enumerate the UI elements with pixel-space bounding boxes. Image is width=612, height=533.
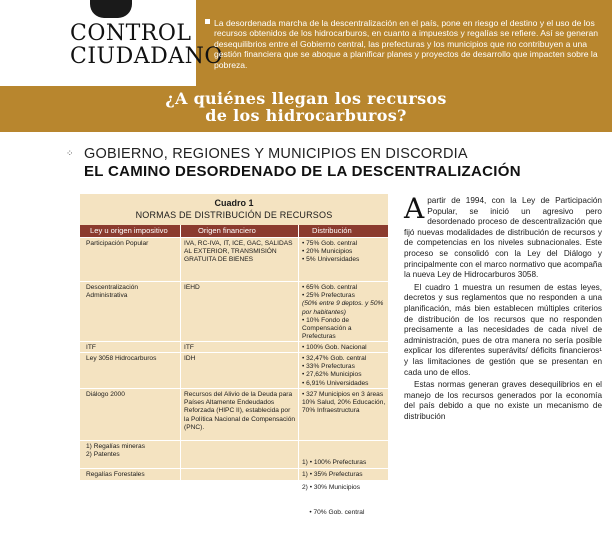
table-row xyxy=(80,388,388,440)
table-header-ley: Ley u origen impositivo xyxy=(90,226,168,235)
cell-distribucion xyxy=(302,391,386,416)
cell-ley: Diálogo 2000 xyxy=(86,391,125,398)
dist-line: • 100% Gob. Nacional xyxy=(302,344,367,351)
dist-line: • 70% Gob. central xyxy=(302,508,365,516)
dist-line: • 6,91% Universidades xyxy=(302,379,369,387)
cell-ley: Participación Popular xyxy=(86,240,149,247)
cell-origen: IDH xyxy=(184,355,196,362)
cell-ley: 1) Regalías mineras 2) Patentes xyxy=(86,443,146,459)
table-title: Cuadro 1 xyxy=(214,198,254,208)
intro-text: La desordenada marcha de la descentralización en el país, pone en riesgo el destino y el uso de los recursos obtenidos de los hidrocarburos, en cuanto a impuestos y regalías se refiere. Así se generan desequilibrios entre el Gobierno central, las prefecturas y los municipios que no contribuyen a una gestión financiera que se aboque a planificar planes y proyectos de desarrollo que impacten sobre la pobreza. xyxy=(214,18,599,70)
table-row xyxy=(80,281,388,341)
dot-bullet-icon: ⁘ xyxy=(66,149,74,159)
dist-line: 1) • 35% Prefecturas xyxy=(302,471,363,478)
article-paragraph-3: Estas normas generan graves desequilibrios en el manejo de los recursos generados por la economía del país debido a que no existe un mecanismo de distribución xyxy=(404,380,602,421)
cell-distribucion xyxy=(302,471,386,479)
headline xyxy=(0,90,612,124)
dist-line: • 27,62% Municipios xyxy=(302,371,362,379)
section-title: EL CAMINO DESORDENADO DE LA DESCENTRALIZACIÓN xyxy=(84,163,521,180)
dist-line: • 33% Prefecturas xyxy=(302,363,355,371)
dist-line: 1) • 100% Prefecturas xyxy=(302,459,367,467)
table-row xyxy=(80,341,388,352)
brand-block xyxy=(0,0,223,86)
headline-line-2: de los hidrocarburos? xyxy=(205,106,407,125)
table-header-row xyxy=(80,225,388,237)
cell-ley: Ley 3058 Hidrocarburos xyxy=(86,355,157,362)
brand-line-1: CONTROL xyxy=(70,21,192,46)
dist-line: • 75% Gob. central xyxy=(302,240,358,247)
brand-line-2: CIUDADANO xyxy=(70,44,223,69)
cell-origen: IVA, RC-IVA, IT, ICE, GAC, SALIDAS AL EXTERIOR, TRANSMISIÓN GRATUITA DE BIENES xyxy=(184,240,293,264)
square-bullet-icon xyxy=(205,19,210,24)
dropcap-letter: A xyxy=(404,192,425,225)
dist-line: • 327 Municipios en 3 áreas 10% Salud, 20% Educación, 70% Infraestructura xyxy=(302,391,386,415)
cell-origen: Recursos del Alivio de la Deuda para Países Altamente Endeudados Reforzada (HIPC II), establecida por la Política Nacional de Compensación (PNC). xyxy=(184,391,296,431)
table-header-origen: Origen financiero xyxy=(198,226,256,235)
table-row xyxy=(80,352,388,388)
article-text: partir de 1994, con la Ley de Participación Popular, se inició un agresivo pero desordenado proceso de descentralización que fijó nuevas modalidades de distribución de recursos y de competencias en los niveles subnacionales. Este proceso se consolidó con la Ley del Diálogo y principalmente con el marco normativo que acompaña la nueva Ley de Hidrocarburos 3058. xyxy=(404,196,602,280)
table-row xyxy=(80,237,388,281)
brand-tab-shape xyxy=(90,0,132,18)
dist-line: • 25% Prefecturas xyxy=(302,292,355,300)
cell-ley: Regalías Forestales xyxy=(86,471,145,478)
section-kicker: GOBIERNO, REGIONES Y MUNICIPIOS EN DISCORDIA xyxy=(84,146,468,162)
cell-origen: ITF xyxy=(184,344,194,351)
cell-ley: Descentralización Administrativa xyxy=(86,284,139,300)
dist-line: • 5% Universidades xyxy=(302,256,360,264)
dist-line: 2) • 30% Municipios xyxy=(302,484,361,492)
table-row xyxy=(80,468,388,480)
cell-ley: ITF xyxy=(86,344,96,351)
dist-line: • 32,47% Gob. central xyxy=(302,355,367,362)
headline-line-1: ¿A quiénes llegan los recursos xyxy=(165,89,447,108)
intro-paragraph xyxy=(214,18,604,70)
article-paragraph-2: El cuadro 1 muestra un resumen de estas leyes, decretos y sus reglamentos que no responden a una planificación, más bien establecen múltiples criterios de distribución de los recursos que no responden precisamente a las necesidades de cada nivel de administración, pues de otra manera no sería posible explicar los diferentes superávits/ déficits financieros¹ y las limitaciones de gestión que se presentan en cada uno de ellos. xyxy=(404,282,602,377)
header-band xyxy=(0,0,612,132)
cell-distribucion xyxy=(302,355,386,388)
cell-distribucion xyxy=(302,344,386,352)
cell-distribucion xyxy=(302,443,386,533)
table-subtitle: NORMAS DE DISTRIBUCIÓN DE RECURSOS xyxy=(135,210,333,220)
dist-note: (50% entre 9 deptos. y 50% por habitantes) xyxy=(302,300,384,316)
dist-line: • 10% Fondo de Compensación a Prefecturas xyxy=(302,316,352,341)
dist-line: • 20% Municipios xyxy=(302,248,353,256)
cell-distribucion xyxy=(302,240,386,265)
cell-distribucion xyxy=(302,284,386,341)
cell-origen: IEHD xyxy=(184,284,200,291)
article-paragraph-1 xyxy=(404,192,602,281)
article-column xyxy=(404,192,602,424)
distribution-table xyxy=(80,194,388,516)
dist-line: • 65% Gob. central xyxy=(302,284,358,291)
table-header-distribucion: Distribución xyxy=(312,226,352,235)
